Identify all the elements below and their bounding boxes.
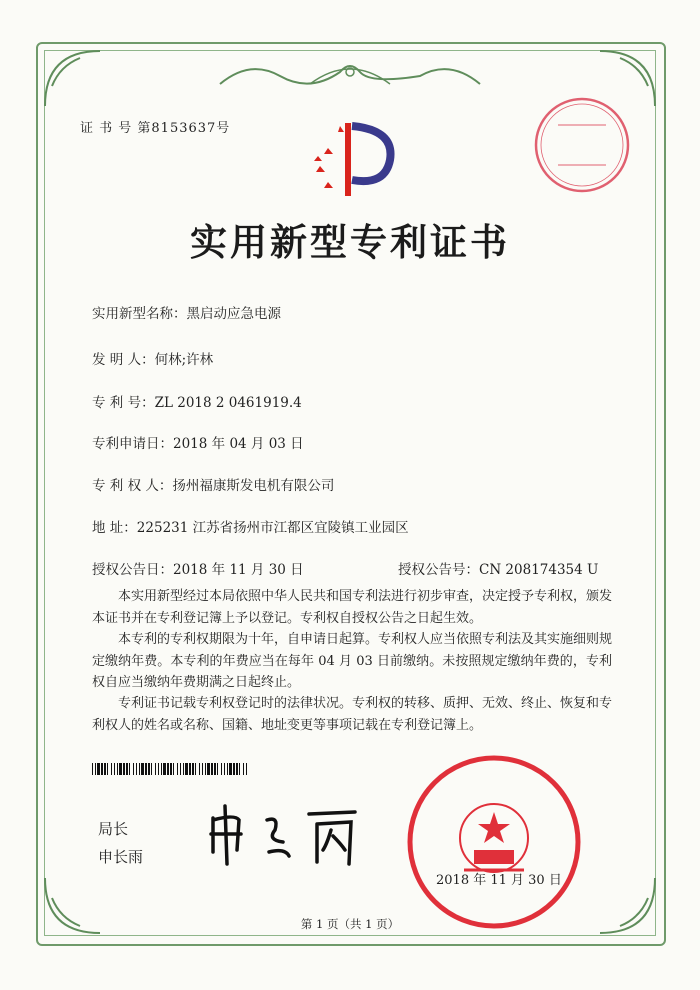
field-row-grant-number (398, 558, 598, 578)
field-label: 专 利 权 人： (92, 478, 173, 494)
paragraph-3: 专利证书记载专利权登记时的法律状况。专利权的转移、质押、无效、终止、恢复和专利权人的姓名或名称、国籍、地址变更等事项记载在专利登记簿上。 (92, 696, 613, 733)
director-title: 局长 (98, 820, 129, 838)
field-row-patentee (92, 474, 334, 494)
field-row-application-date (92, 432, 304, 452)
seal-date: 2018 年 11 月 30 日 (436, 873, 562, 888)
tax-agent-seal (532, 95, 632, 195)
cnipa-logo-icon (300, 118, 400, 200)
field-value: 2018 年 11 月 30 日 (173, 562, 304, 578)
field-label: 专 利 号： (92, 395, 155, 411)
page-title: 实用新型专利证书 (190, 220, 510, 264)
corner-ornament-top-left (40, 46, 110, 116)
field-row-grant-date (92, 558, 304, 578)
field-value: 2018 年 04 月 03 日 (173, 436, 304, 452)
field-value: 225231 江苏省扬州市江都区宜陵镇工业园区 (136, 520, 409, 536)
director-signature (205, 800, 365, 870)
field-value: 扬州福康斯发电机有限公司 (172, 478, 335, 494)
field-value: ZL 2018 2 0461919.4 (154, 395, 302, 411)
field-row-inventor (92, 348, 213, 368)
page-footer: 第 1 页（共 1 页） (300, 917, 400, 931)
field-label: 实用新型名称： (92, 306, 187, 322)
paragraph-1: 本实用新型经过本局依照中华人民共和国专利法进行初步审查，决定授予专利权，颁发本证书并在专利登记簿上予以登记。专利权自授权公告之日起生效。 (92, 589, 613, 626)
field-value: CN 208174354 U (479, 562, 599, 578)
field-row-address (92, 516, 409, 536)
field-label: 发 明 人： (92, 352, 155, 368)
official-seal (404, 752, 584, 932)
field-label: 授权公告号： (398, 562, 479, 578)
paragraph-2: 本专利的专利权期限为十年，自申请日起算。专利权人应当依照专利法及其实施细则规定缴纳年费。本专利的年费应当在每年 04 月 03 日前缴纳。未按照规定缴纳年费的，专利权自应当缴纳年费期满之日起终止。 (92, 632, 613, 690)
top-ornament (210, 54, 490, 94)
field-row-patent-number (92, 391, 302, 411)
field-value: 黑启动应急电源 (186, 306, 281, 322)
field-label: 地 址： (92, 520, 137, 536)
field-value: 何林;许林 (154, 352, 214, 368)
barcode (92, 763, 250, 775)
field-row-name (92, 302, 281, 322)
field-label: 授权公告日： (92, 562, 173, 578)
field-label: 专利申请日： (92, 436, 173, 452)
director-name: 申长雨 (98, 848, 144, 866)
certificate-number: 证 书 号 第8153637号 (80, 121, 231, 136)
